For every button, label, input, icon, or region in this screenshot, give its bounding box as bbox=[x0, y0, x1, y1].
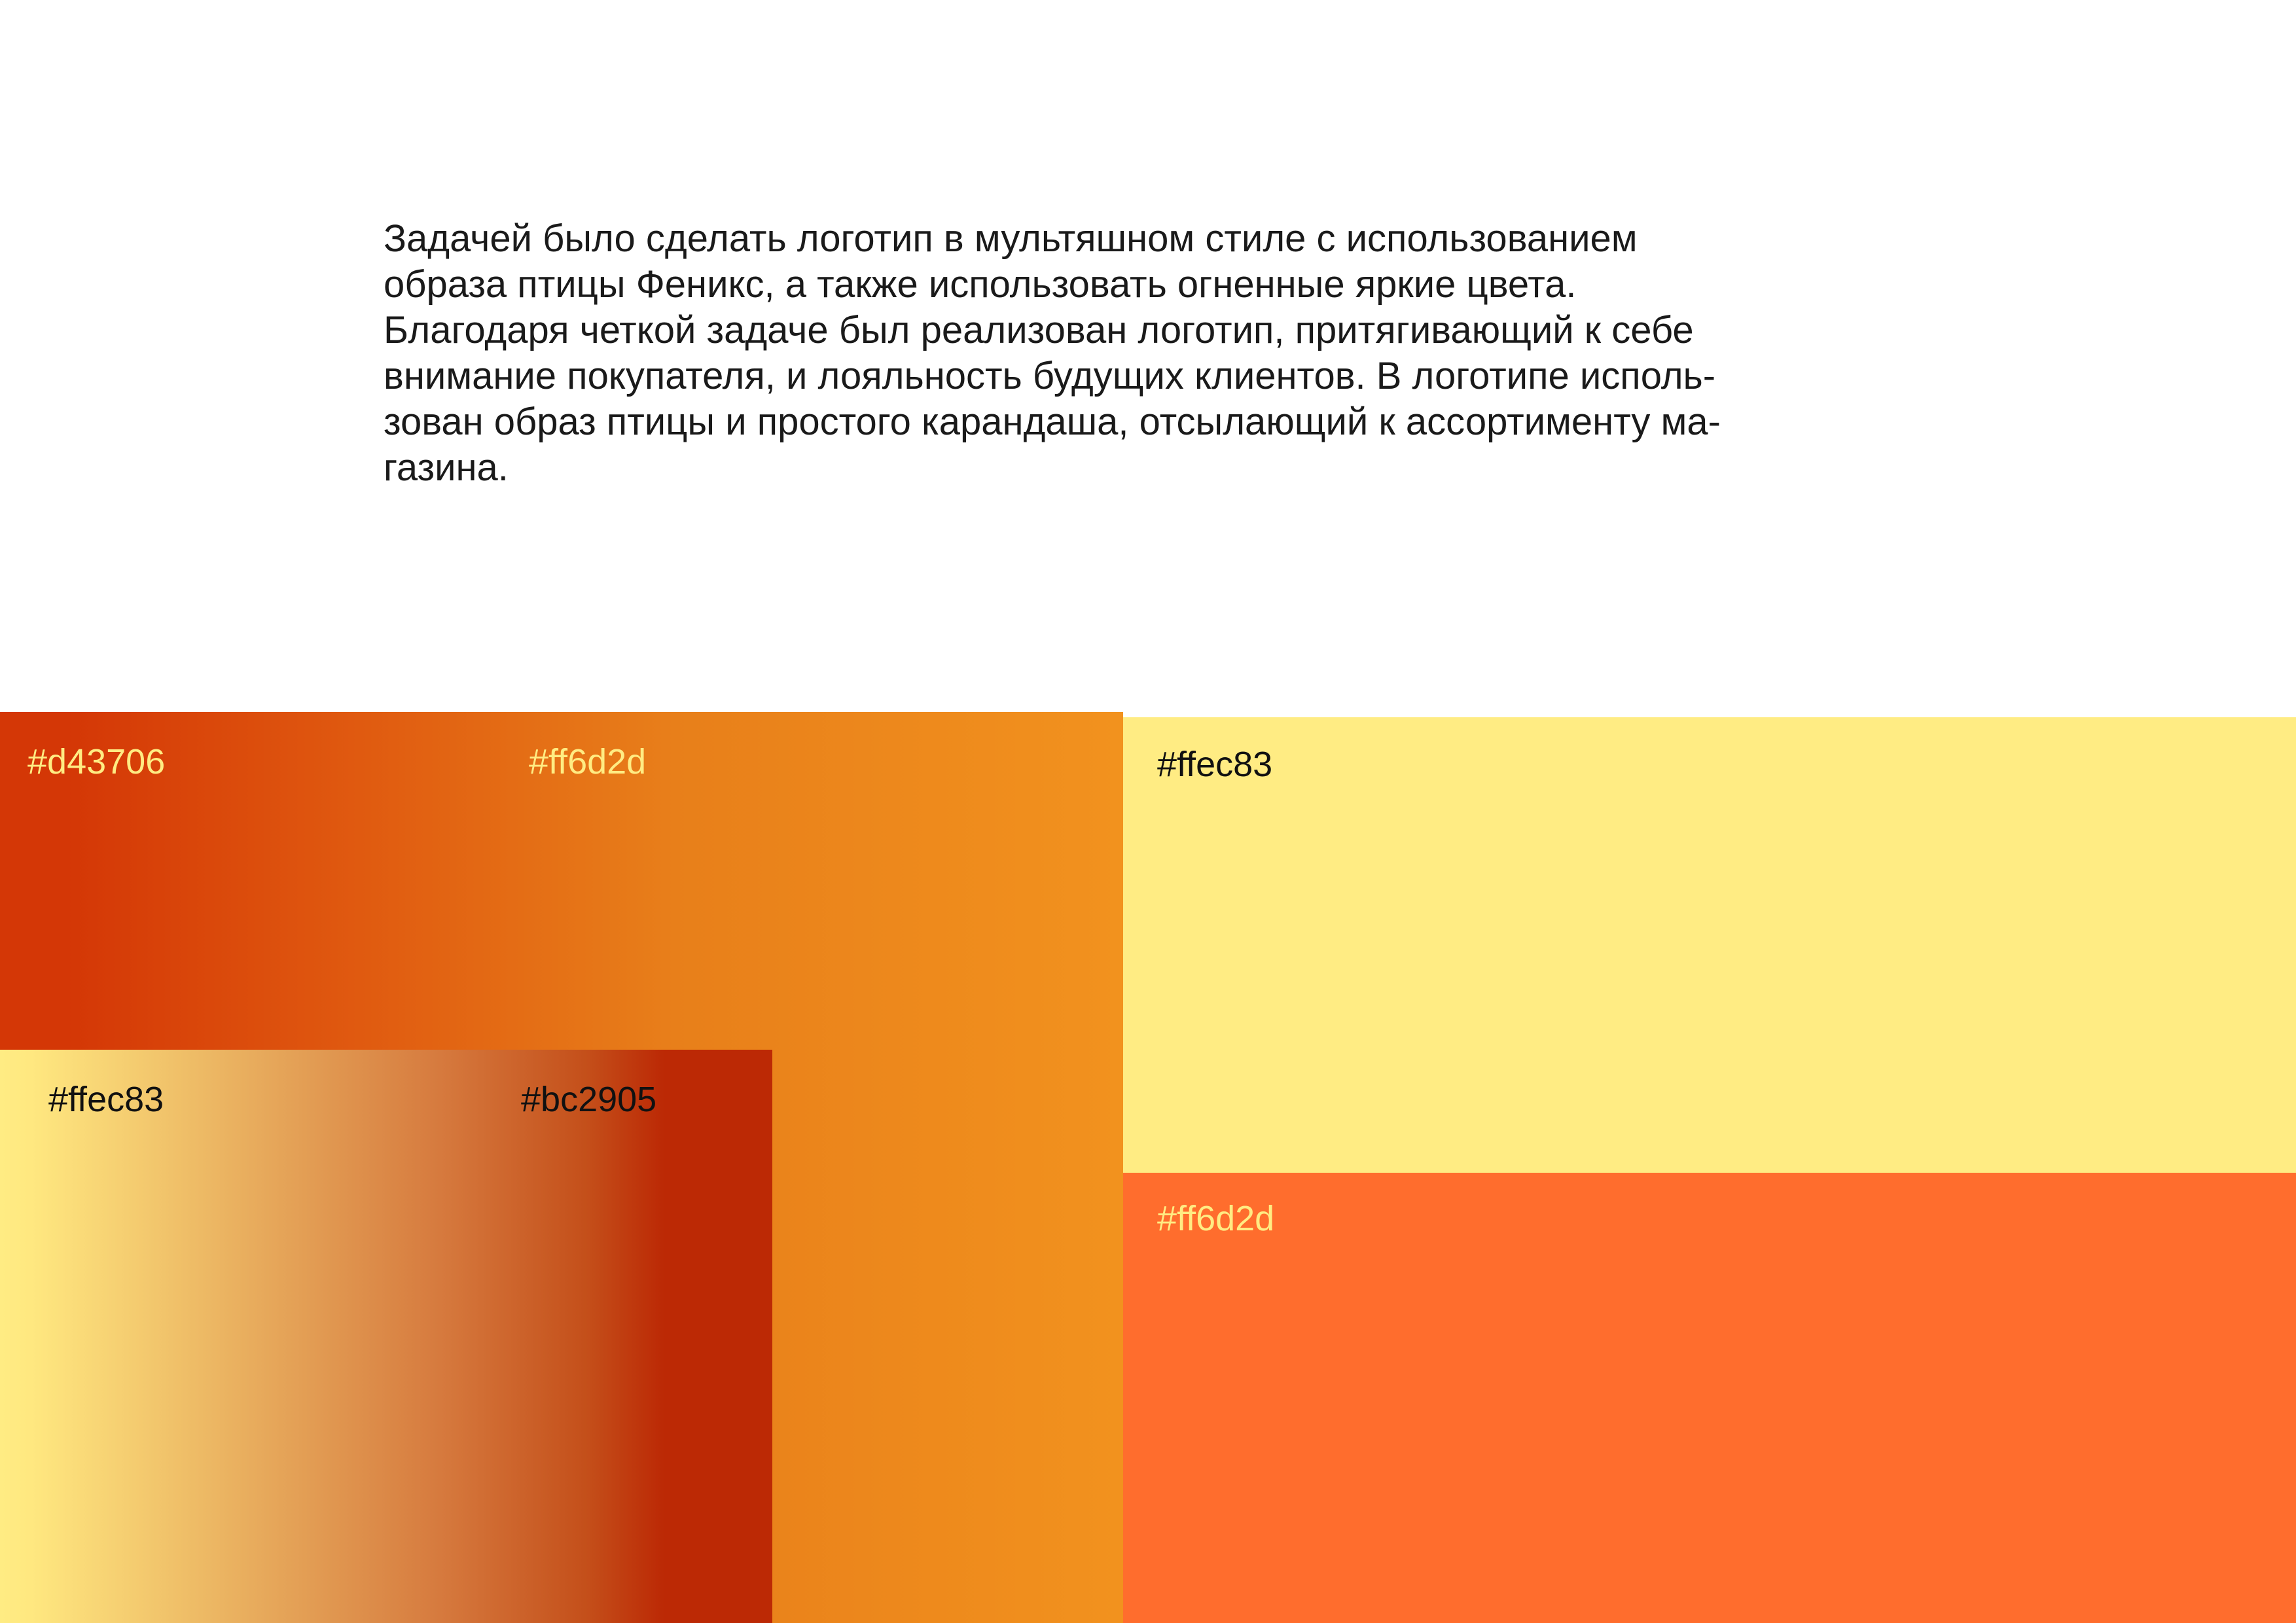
color-code-solid-top: #ffec83 bbox=[1157, 745, 1273, 784]
color-code-gradient-top-start: #d43706 bbox=[27, 742, 166, 781]
solid-swatch-orange bbox=[1123, 1173, 2296, 1623]
color-code-gradient-bottom-start: #ffec83 bbox=[48, 1080, 164, 1119]
description-text: Задачей было сделать логотип в мультяшном стиле с использованием образа птицы Феникс, а также использовать огненные яркие цвета. Благодаря четкой задаче был реализован логотип, притягивающий к себе внимание покупателя, и лояльность будущих клиентов. В логотипе исполь- зован образ птицы и простого карандаша, отсылающий к ассортименту ма- газина. bbox=[384, 217, 1721, 489]
color-code-solid-bottom: #ff6d2d bbox=[1157, 1199, 1275, 1238]
color-code-gradient-bottom-end: #bc2905 bbox=[521, 1080, 657, 1119]
solid-swatch-yellow bbox=[1123, 717, 2296, 1173]
gradient-swatch-yellow-to-dark-red bbox=[0, 1050, 772, 1623]
color-code-gradient-top-end: #ff6d2d bbox=[529, 742, 647, 781]
